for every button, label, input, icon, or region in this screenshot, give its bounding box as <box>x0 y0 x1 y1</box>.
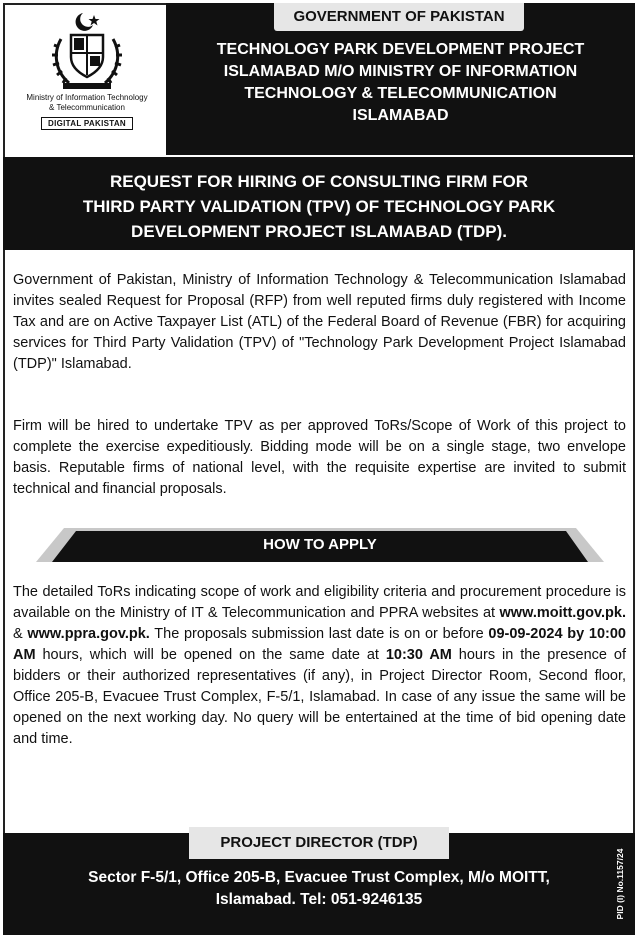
ministry-name-line2: & Telecommunication <box>49 103 125 112</box>
intro-paragraph: Government of Pakistan, Ministry of Information Technology & Telecommunication Islamabad invites sealed Request for Proposal (RFP) from well reputed firms duly registered with Income Tax and are on Active Taxpayer List (ATL) of the Federal Board of Revenue (FBR) for acquiring services for Third Party Validation (TPV) of "Technology Park Development Project Islamabad (TDP)" Islamabad. <box>13 272 626 372</box>
opening-time: 10:30 AM <box>385 647 452 663</box>
pid-number <box>613 833 627 935</box>
submission-deadline: 09-09-2024 by 10:00 AM <box>13 626 626 663</box>
project-heading-line: ISLAMABAD <box>352 107 449 124</box>
apply-text: hours, which will be opened on the same date at <box>35 647 386 663</box>
moitt-website-link[interactable]: www.moitt.gov.pk. <box>499 605 626 621</box>
ppra-website-link[interactable]: www.ppra.gov.pk. <box>27 626 150 642</box>
notice-title-line: THIRD PARTY VALIDATION (TPV) OF TECHNOLOGY PARK <box>82 197 556 216</box>
apply-text: & <box>13 626 28 642</box>
project-heading-line: ISLAMABAD M/O MINISTRY OF INFORMATION <box>223 63 578 80</box>
how-to-apply-banner <box>36 528 604 562</box>
header <box>3 3 635 155</box>
header-banner <box>166 3 635 155</box>
digital-pakistan-badge: DIGITAL PAKISTAN <box>41 117 133 130</box>
ministry-name-line1: Ministry of Information Technology <box>26 93 148 102</box>
notice-title-line: DEVELOPMENT PROJECT ISLAMABAD (TDP). <box>131 222 507 241</box>
apply-text: The detailed ToRs indicating scope of work and eligibility criteria and procurement procedure is available on the Ministry of IT & Telecommunication and PPRA websites at <box>13 584 626 621</box>
notice-title <box>3 157 635 250</box>
apply-text: hours in the presence of bidders or their authorized representatives (if any), in Project Director Room, Second floor, Office 205-B, Evacuee Trust Complex, F-5/1, Islamabad. In case of any issue the same will be opened on the next working day. No query will be entertained at the time of bid opening date and time. <box>13 647 626 747</box>
contact-address <box>3 867 635 911</box>
ministry-logo <box>17 9 157 149</box>
notice-title-line: REQUEST FOR HIRING OF CONSULTING FIRM FOR <box>109 172 529 191</box>
footer <box>3 833 635 935</box>
project-heading-line: TECHNOLOGY & TELECOMMUNICATION <box>244 85 557 102</box>
pid-text: PID (I) No.1157/24 <box>615 848 625 920</box>
project-director-label: PROJECT DIRECTOR (TDP) <box>189 827 449 859</box>
government-label: GOVERNMENT OF PAKISTAN <box>274 3 524 31</box>
address-line: Sector F-5/1, Office 205-B, Evacuee Trust Complex, M/o MOITT, <box>88 869 550 886</box>
state-emblem-icon <box>47 9 127 93</box>
project-heading <box>166 39 635 127</box>
how-to-apply-label: HOW TO APPLY <box>263 536 377 553</box>
project-heading-line: TECHNOLOGY PARK DEVELOPMENT PROJECT <box>216 41 585 58</box>
apply-text: The proposals submission last date is on or before <box>149 626 489 642</box>
address-line: Islamabad. Tel: 051-9246135 <box>215 891 423 908</box>
apply-paragraph <box>13 582 626 750</box>
scope-paragraph: Firm will be hired to undertake TPV as per approved ToRs/Scope of Work of this project to complete the exercise expeditiously. Bidding mode will be on a single stage, two envelope basis. Reputable firms of national level, with the requisite expertise are invited to submit technical and financial proposals. <box>13 418 626 497</box>
